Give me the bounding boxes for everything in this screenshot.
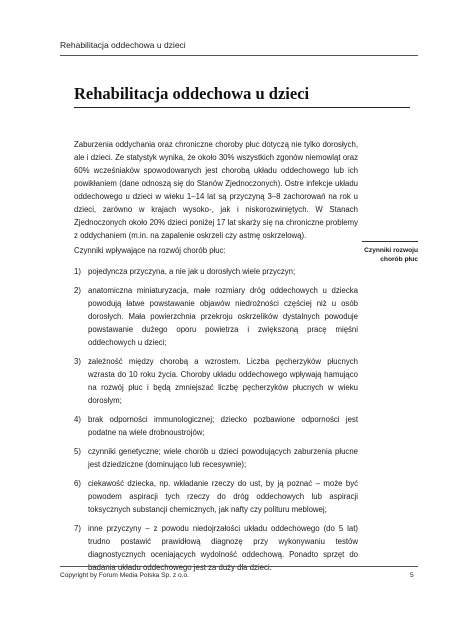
footer-divider xyxy=(60,566,418,567)
running-header: Rehabilitacja oddechowa u dzieci xyxy=(60,40,186,50)
list-text: zależność między chorobą a wzrostem. Liczba pęcherzyków płucnych wzrasta do 10 roku życia. Choroby układu oddechowego wpływają hamująco na rozwój płuc i będą zmniejszać liczbę pęcherzyków płucnych w wieku dorosłym; xyxy=(88,357,358,405)
list-number: 3) xyxy=(74,357,81,366)
list-text: brak odporności immunologicznej; dziecko pozbawione odporności jest podatne na wiele drobnoustrojów; xyxy=(88,415,358,437)
intro-text: Zaburzenia oddychania oraz chroniczne choroby płuc dotyczą nie tylko dorosłych, ale i dzieci. Ze statystyk wynika, że około 30% wszystkich zgonów niemowląt oraz 60% wcześniaków spowodowanych jest chorobą układu oddechowego lub ich powikłaniem (dane odnoszą się do Stanów Zjednoczonych). Ostre infekcje układu oddechowego u dzieci w wieku 1–14 lat są przyczyną 3–8 zachorowań na rok u dzieci, zarówno w krajach wysoko-, jak i niskorozwiniętych. W Stanach Zjednoczonych około 20% dzieci poniżej 17 lat skarży się na chroniczne problemy z oddychaniem (m.in. na zapalenie oskrzeli czy astmę oskrzelową). xyxy=(74,140,358,240)
list-item xyxy=(74,413,358,439)
list-text: anatomiczna miniaturyzacja, małe rozmiary dróg oddechowych u dziecka powodują łatwe powstawanie objawów niedrożności częściej niż u osób dorosłych. Mała powierzchnia przekroju oskrzelików dystalnych powoduje powstawanie dużego oporu powietrza i zwiększoną pracę mięśni oddechowych u dzieci; xyxy=(88,286,358,347)
side-note-divider xyxy=(362,241,418,242)
list-item xyxy=(74,284,358,349)
list-item xyxy=(74,445,358,471)
list-text: pojedyncza przyczyna, a nie jak u dorosłych wiele przyczyn; xyxy=(88,267,296,276)
list-text: czynniki genetyczne; wiele chorób u dzieci powodujących zaburzenia płucne jest dziedziczne (dominująco lub recesywnie); xyxy=(88,447,358,469)
factors-lead: Czynniki wpływające na rozwój chorób płuc: xyxy=(74,246,226,255)
page-number: 5 xyxy=(410,572,414,579)
list-number: 2) xyxy=(74,286,81,295)
side-note: Czynniki rozwoju chorób płuc xyxy=(364,247,418,263)
list-text: ciekawość dziecka, np. wkładanie rzeczy do ust, by ją poznać – może być powodem aspiracji tych rzeczy do dróg oddechowych lub aspiracji toksycznych substancji chemicznych, jak nafty czy polituru meblowej; xyxy=(88,479,358,514)
intro-paragraph xyxy=(74,138,358,242)
list-number: 5) xyxy=(74,447,81,456)
list-number: 4) xyxy=(74,415,81,424)
list-number: 1) xyxy=(74,267,81,276)
list-number: 6) xyxy=(74,479,81,488)
page-title: Rehabilitacja oddechowa u dzieci xyxy=(74,84,310,103)
list-number: 7) xyxy=(74,524,81,533)
list-item xyxy=(74,265,358,278)
header-divider xyxy=(60,55,418,56)
footer-copyright: Copyright by Forum Media Polska Sp. z o.o. xyxy=(60,572,189,579)
list-item xyxy=(74,477,358,516)
list-item xyxy=(74,355,358,407)
list-text: inne przyczyny – z powodu niedojrzałości układu oddechowego (do 5 lat) trudno postawić prawidłową diagnozę przy wykonywaniu testów diagnostycznych oceniających wydolność oddechową. Ponadto sprzęt do badania układu oddechowego jest za duży dla dzieci. xyxy=(88,524,358,572)
factors-list xyxy=(74,265,358,580)
title-underline xyxy=(74,107,410,108)
